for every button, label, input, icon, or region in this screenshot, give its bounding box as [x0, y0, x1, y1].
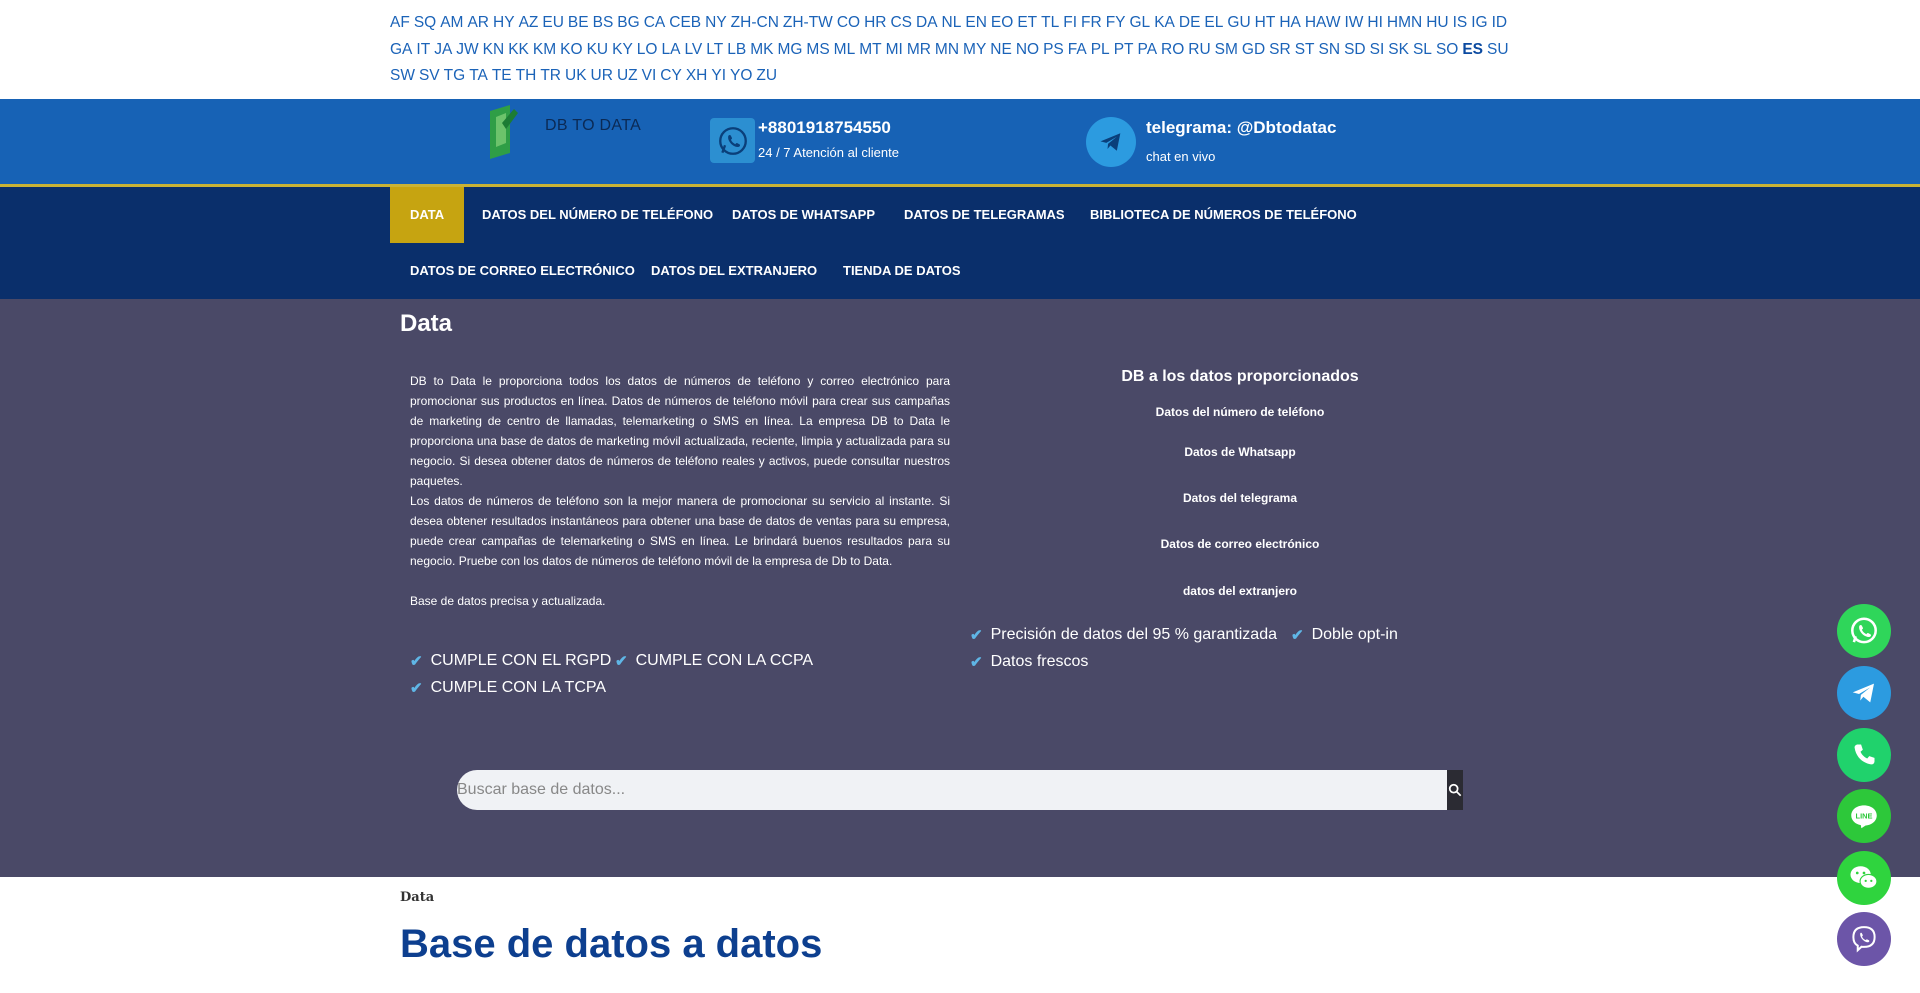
- language-link-ru[interactable]: RU: [1188, 40, 1211, 58]
- language-link-tg[interactable]: TG: [443, 67, 466, 84]
- page-title: Base de datos a datos: [400, 922, 823, 966]
- language-link-ml[interactable]: ML: [833, 40, 856, 58]
- language-link-sl[interactable]: SL: [1412, 40, 1432, 58]
- check-icon: ✔: [410, 680, 423, 697]
- side-list-title: DB a los datos proporcionados: [1121, 368, 1359, 385]
- logo-text[interactable]: DB TO DATA: [545, 117, 642, 134]
- language-link-en[interactable]: EN: [965, 14, 987, 31]
- language-link-ny[interactable]: NY: [705, 14, 727, 31]
- whatsapp-icon: [1847, 614, 1881, 648]
- language-link-be[interactable]: BE: [567, 14, 589, 31]
- language-link-is[interactable]: IS: [1452, 14, 1468, 31]
- language-link-km[interactable]: KM: [532, 40, 557, 58]
- language-link-uz[interactable]: UZ: [616, 67, 638, 84]
- line-icon: [1847, 799, 1881, 833]
- language-link-hy[interactable]: HY: [493, 14, 515, 31]
- nav-item-foreign-data[interactable]: DATOS DEL EXTRANJERO: [651, 263, 818, 278]
- language-link-el[interactable]: EL: [1204, 14, 1224, 31]
- language-link-ro[interactable]: RO: [1161, 40, 1185, 58]
- hero-paragraph-3: Base de datos precisa y actualizada.: [410, 594, 606, 608]
- compliance-ccpa: [615, 652, 813, 670]
- feature-fresh-data-label: Datos frescos: [990, 653, 1089, 670]
- language-link-th[interactable]: TH: [515, 67, 537, 84]
- phone-number[interactable]: +8801918754550: [758, 118, 891, 137]
- language-link-mn[interactable]: MN: [934, 40, 960, 58]
- language-link-ne[interactable]: NE: [990, 40, 1012, 58]
- language-link-ht[interactable]: HT: [1254, 14, 1276, 31]
- language-link-mg[interactable]: MG: [777, 40, 803, 58]
- language-link-fr[interactable]: FR: [1081, 14, 1102, 31]
- telegram-handle[interactable]: telegrama: @Dbtodatac: [1146, 118, 1337, 137]
- feature-double-optin-label: Doble opt-in: [1311, 626, 1398, 643]
- feature-accuracy-label: Precisión de datos del 95 % garantizada: [990, 626, 1277, 643]
- nav-item-whatsapp-data[interactable]: DATOS DE WHATSAPP: [732, 207, 876, 222]
- language-link-sn[interactable]: SN: [1318, 40, 1341, 58]
- language-link-ur[interactable]: UR: [590, 67, 613, 84]
- language-link-sv[interactable]: SV: [418, 67, 440, 84]
- feature-fresh-data: [970, 653, 1088, 671]
- language-link-pt[interactable]: PT: [1113, 40, 1134, 58]
- language-link-sm[interactable]: SM: [1214, 40, 1238, 58]
- language-link-ky[interactable]: KY: [612, 40, 633, 58]
- language-link-eo[interactable]: EO: [990, 14, 1014, 31]
- telegram-header-icon[interactable]: [1086, 117, 1136, 167]
- language-link-hmn[interactable]: HMN: [1386, 14, 1423, 31]
- nav-item-email-data[interactable]: DATOS DE CORREO ELECTRÓNICO: [410, 263, 635, 278]
- language-link-mr[interactable]: MR: [906, 40, 931, 58]
- language-link-ja[interactable]: JA: [434, 40, 453, 58]
- hero-title: Data: [400, 310, 453, 337]
- side-link-telegram-data[interactable]: Datos del telegrama: [1182, 491, 1298, 505]
- search-input[interactable]: [457, 770, 1447, 810]
- language-link-tr[interactable]: TR: [540, 67, 561, 84]
- language-link-si[interactable]: SI: [1369, 40, 1385, 58]
- telegram-icon: [1849, 678, 1879, 708]
- language-link-zh-tw[interactable]: ZH-TW: [782, 14, 833, 31]
- feature-double-optin: [1291, 626, 1398, 644]
- language-link-haw[interactable]: HAW: [1304, 14, 1341, 31]
- language-link-es[interactable]: ES: [1462, 40, 1484, 58]
- check-icon: ✔: [970, 654, 983, 671]
- language-link-co[interactable]: CO: [836, 14, 861, 31]
- language-link-da[interactable]: DA: [916, 14, 938, 31]
- language-link-uk[interactable]: UK: [565, 67, 587, 84]
- phone-fab[interactable]: [1837, 728, 1891, 782]
- language-link-yo[interactable]: YO: [730, 67, 753, 84]
- breadcrumb[interactable]: Data: [400, 890, 435, 905]
- telegram-fab[interactable]: [1837, 666, 1891, 720]
- language-link-ms[interactable]: MS: [806, 40, 830, 58]
- language-link-ca[interactable]: CA: [643, 14, 666, 31]
- language-link-id[interactable]: ID: [1491, 14, 1508, 31]
- phone-subtitle: 24 / 7 Atención al cliente: [758, 145, 899, 160]
- check-icon: ✔: [410, 653, 423, 670]
- side-link-whatsapp-data[interactable]: Datos de Whatsapp: [1184, 445, 1296, 459]
- language-link-st[interactable]: ST: [1294, 40, 1315, 58]
- svg-text:LINE: LINE: [1855, 811, 1873, 821]
- language-link-de[interactable]: DE: [1178, 14, 1201, 31]
- compliance-tcpa: [410, 679, 606, 697]
- check-icon: ✔: [615, 653, 628, 670]
- language-link-ka[interactable]: KA: [1154, 14, 1175, 31]
- language-link-ig[interactable]: IG: [1471, 14, 1488, 31]
- compliance-tcpa-label: CUMPLE CON LA TCPA: [430, 679, 607, 696]
- language-link-hu[interactable]: HU: [1426, 14, 1449, 31]
- wechat-fab[interactable]: [1837, 851, 1891, 905]
- language-link-lo[interactable]: LO: [636, 40, 658, 58]
- language-link-so[interactable]: SO: [1435, 40, 1459, 58]
- wechat-icon: [1846, 860, 1882, 896]
- language-link-jw[interactable]: JW: [456, 40, 479, 58]
- nav-item-phone-library[interactable]: BIBLIOTECA DE NÚMEROS DE TELÉFONO: [1090, 207, 1357, 222]
- language-link-tl[interactable]: TL: [1041, 14, 1060, 31]
- telegram-subtitle: chat en vivo: [1146, 149, 1216, 164]
- language-selector: [390, 10, 1520, 90]
- check-icon: ✔: [1291, 627, 1304, 644]
- language-link-gu[interactable]: GU: [1227, 14, 1251, 31]
- language-link-ta[interactable]: TA: [469, 67, 488, 84]
- language-link-fy[interactable]: FY: [1105, 14, 1126, 31]
- language-link-gl[interactable]: GL: [1129, 14, 1151, 31]
- language-link-sw[interactable]: SW: [390, 67, 415, 84]
- nav-item-telegram-data[interactable]: DATOS DE TELEGRAMAS: [904, 207, 1065, 222]
- hero-paragraph-2: Los datos de números de teléfono son la mejor manera de promocionar su servicio al instante. Si desea obtener resultados instantáneos para obtener una base de datos de ventas para su empresa, puede crear campañas de telemarketing o SMS en línea. Le brindará buenos resultados para su negocio. Pruebe con los datos de números de teléfono móvil de la empresa de Db to Data.: [410, 494, 950, 568]
- side-link-email-data[interactable]: Datos de correo electrónico: [1160, 537, 1320, 551]
- phone-icon: [1850, 741, 1878, 769]
- compliance-gdpr-label: CUMPLE CON EL RGPD: [430, 652, 612, 669]
- language-link-sq[interactable]: SQ: [413, 14, 437, 31]
- language-link-zu[interactable]: ZU: [756, 67, 778, 84]
- hero-description: [410, 371, 950, 611]
- language-link-ha[interactable]: HA: [1279, 14, 1301, 31]
- language-link-nl[interactable]: NL: [941, 14, 962, 31]
- language-link-lv[interactable]: LV: [684, 40, 703, 58]
- language-link-fi[interactable]: FI: [1063, 14, 1078, 31]
- language-link-zh-cn[interactable]: ZH-CN: [730, 14, 779, 31]
- side-link-phone-data[interactable]: Datos del número de teléfono: [1155, 405, 1325, 419]
- language-link-bg[interactable]: BG: [617, 14, 640, 31]
- language-link-fa[interactable]: FA: [1067, 40, 1087, 58]
- language-link-kk[interactable]: KK: [508, 40, 529, 58]
- language-link-xh[interactable]: XH: [685, 67, 708, 84]
- language-link-la[interactable]: LA: [661, 40, 681, 58]
- search-icon: [1448, 783, 1462, 797]
- compliance-ccpa-label: CUMPLE CON LA CCPA: [635, 652, 814, 669]
- language-link-lt[interactable]: LT: [706, 40, 724, 58]
- nav-item-data-store[interactable]: TIENDA DE DATOS: [843, 263, 961, 278]
- hero-paragraph-1: DB to Data le proporciona todos los datos de números de teléfono y correo electrónico para promocionar sus productos en línea. Datos de números de teléfono móvil para crear sus campañas de marketing de centro de llamadas, telemarketing o SMS en línea. La empresa DB to Data le proporciona una base de datos de marketing móvil actualizada, reciente, limpia y actualizada para su negocio. Si desea obtener datos de números de teléfono reales y activos, puede consultar nuestros paquetes.: [410, 374, 950, 488]
- nav-item-phone-number-data[interactable]: DATOS DEL NÚMERO DE TELÉFONO: [482, 207, 714, 222]
- language-link-sk[interactable]: SK: [1388, 40, 1409, 58]
- language-link-sd[interactable]: SD: [1344, 40, 1366, 58]
- language-link-kn[interactable]: KN: [482, 40, 505, 58]
- side-link-foreign-data[interactable]: datos del extranjero: [1182, 584, 1298, 598]
- language-link-mt[interactable]: MT: [859, 40, 882, 58]
- language-link-su[interactable]: SU: [1487, 40, 1509, 58]
- language-link-ps[interactable]: PS: [1043, 40, 1064, 58]
- language-link-hr[interactable]: HR: [864, 14, 887, 31]
- language-link-ar[interactable]: AR: [467, 14, 490, 31]
- language-link-my[interactable]: MY: [963, 40, 987, 58]
- language-link-yi[interactable]: YI: [711, 67, 727, 84]
- whatsapp-fab[interactable]: [1837, 604, 1891, 658]
- language-link-it[interactable]: IT: [416, 40, 431, 58]
- language-link-mk[interactable]: MK: [750, 40, 774, 58]
- language-link-ceb[interactable]: CEB: [669, 14, 702, 31]
- language-link-sr[interactable]: SR: [1269, 40, 1291, 58]
- language-link-ko[interactable]: KO: [560, 40, 583, 58]
- language-link-cs[interactable]: CS: [890, 14, 912, 31]
- feature-accuracy: [970, 626, 1277, 644]
- language-link-vi[interactable]: VI: [641, 67, 657, 84]
- language-link-af[interactable]: AF: [390, 14, 410, 31]
- language-link-eu[interactable]: EU: [542, 14, 564, 31]
- language-link-et[interactable]: ET: [1017, 14, 1038, 31]
- language-link-bs[interactable]: BS: [592, 14, 614, 31]
- language-link-ga[interactable]: GA: [390, 40, 413, 58]
- viber-icon: [1849, 924, 1879, 954]
- viber-fab[interactable]: [1837, 912, 1891, 966]
- language-link-ku[interactable]: KU: [586, 40, 609, 58]
- line-fab[interactable]: [1837, 789, 1891, 843]
- language-link-am[interactable]: AM: [440, 14, 464, 31]
- compliance-gdpr: [410, 652, 611, 670]
- language-link-hi[interactable]: HI: [1367, 14, 1383, 31]
- language-link-iw[interactable]: IW: [1344, 14, 1364, 31]
- site-header: [0, 99, 1920, 184]
- whatsapp-header-icon[interactable]: [710, 118, 755, 163]
- check-icon: ✔: [970, 627, 983, 644]
- language-link-pa[interactable]: PA: [1137, 40, 1158, 58]
- search-button[interactable]: [1447, 770, 1463, 810]
- nav-item-data[interactable]: DATA: [390, 187, 464, 243]
- language-link-te[interactable]: TE: [491, 67, 512, 84]
- language-link-no[interactable]: NO: [1015, 40, 1040, 58]
- language-link-gd[interactable]: GD: [1241, 40, 1266, 58]
- language-link-az[interactable]: AZ: [518, 14, 539, 31]
- language-link-pl[interactable]: PL: [1090, 40, 1110, 58]
- language-link-lb[interactable]: LB: [727, 40, 747, 58]
- language-link-mi[interactable]: MI: [885, 40, 903, 58]
- language-link-cy[interactable]: CY: [660, 67, 682, 84]
